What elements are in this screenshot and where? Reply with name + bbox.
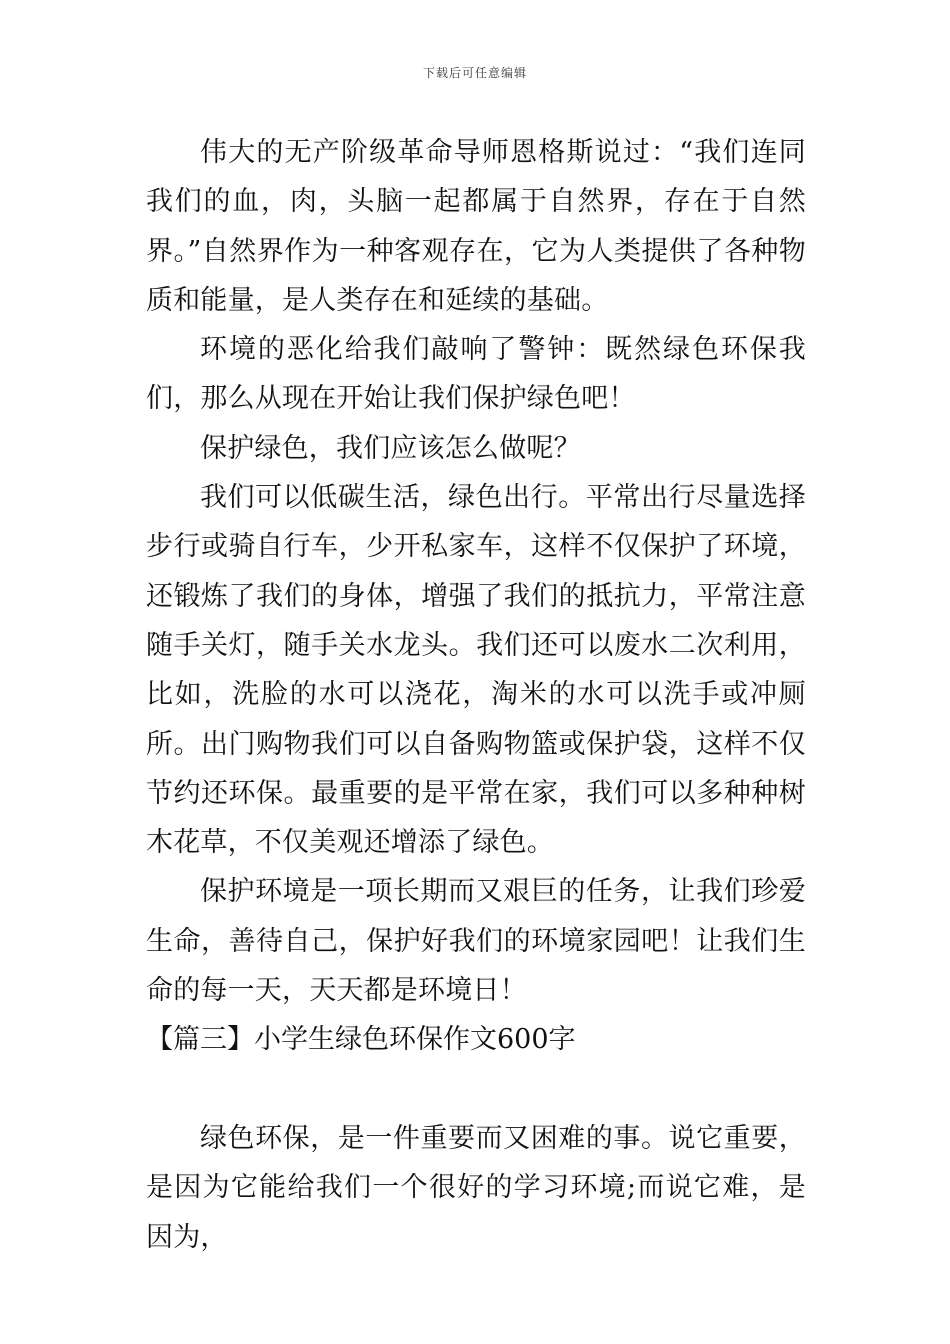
paragraph: 我们可以低碳生活，绿色出行。平常出行尽量选择步行或骑自行车，少开私家车，这样不仅保护了环境，还锻炼了我们的身体，增强了我们的抵抗力，平常注意随手关灯，随手关水龙头。我们还可以废水二次利用，比如，洗脸的水可以浇花，淘米的水可以洗手或冲厕所。出门购物我们可以自备购物篮或保护袋，这样不仅节约还环保。最重要的是平常在家，我们可以多种种树木花草，不仅美观还增添了绿色。 [146, 482, 806, 859]
page-header: 下载后可任意编辑 [422, 66, 527, 80]
paragraph: 保护环境是一项长期而又艰巨的任务，让我们珍爱生命，善待自己，保护好我们的环境家园吧！让我们生命的每一天，天天都是环境日！ [146, 876, 806, 1007]
paragraph: 环境的恶化给我们敲响了警钟：既然绿色环保我们，那么从现在开始让我们保护绿色吧！ [146, 334, 806, 415]
blank-line [146, 1065, 806, 1114]
document-body [146, 128, 806, 1262]
paragraph: 伟大的无产阶级革命导师恩格斯说过：“我们连同我们的血，肉，头脑一起都属于自然界，存在于自然界。”自然界作为一种客观存在，它为人类提供了各种物质和能量，是人类存在和延续的基础。 [146, 137, 806, 316]
section-title: 【篇三】小学生绿色环保作文600字 [146, 1024, 576, 1056]
paragraph: 绿色环保，是一件重要而又困难的事。说它重要，是因为它能给我们一个很好的学习环境;而说它难，是因为， [146, 1122, 806, 1253]
paragraph: 保护绿色，我们应该怎么做呢？ [200, 432, 581, 464]
